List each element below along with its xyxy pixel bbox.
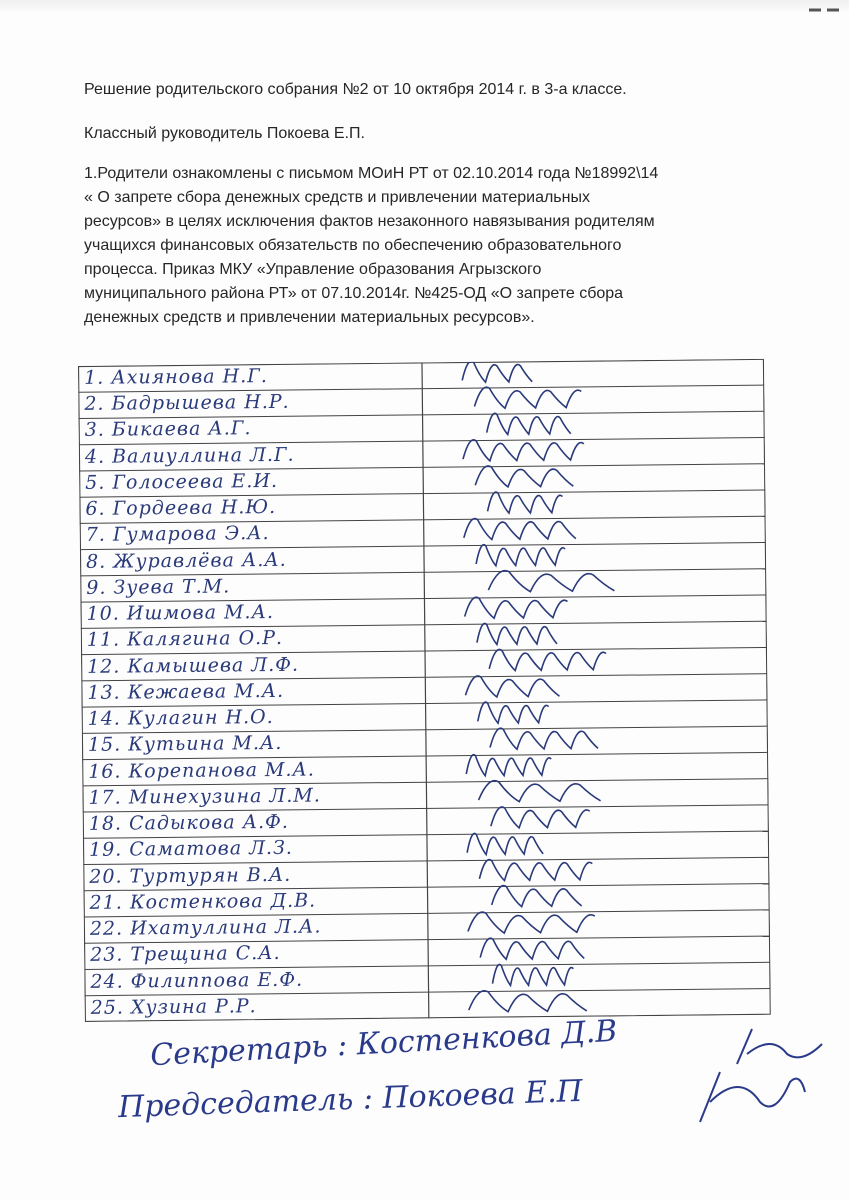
row-signature bbox=[462, 360, 532, 382]
signatory-name: 14. Кулагин Н.О. bbox=[87, 706, 274, 731]
paragraph-line: учащихся финансовых обязательств по обеспечению образовательного bbox=[84, 237, 622, 254]
row-signature bbox=[467, 833, 543, 855]
row-signature bbox=[465, 675, 559, 697]
signatory-name: 20. Туртурян В.А. bbox=[89, 863, 292, 888]
decision-paragraph bbox=[84, 162, 764, 330]
signatory-name: 12. Камышева Л.Ф. bbox=[87, 653, 300, 678]
row-signature bbox=[464, 596, 567, 618]
row-signature bbox=[477, 623, 557, 645]
signatory-name: 13. Кежаева М.А. bbox=[87, 679, 285, 704]
scan-edge bbox=[0, 0, 849, 14]
row-signature bbox=[464, 517, 576, 539]
row-signature bbox=[490, 727, 598, 749]
signatory-name: 8. Журавлёва А.А. bbox=[85, 548, 287, 573]
paragraph-line: процесса. Приказ МКУ «Управление образования Агрызского bbox=[84, 261, 542, 278]
row-signature bbox=[478, 701, 549, 723]
row-signature bbox=[479, 858, 592, 880]
row-signature bbox=[474, 386, 581, 408]
row-signature bbox=[487, 413, 571, 435]
row-signature bbox=[476, 544, 565, 566]
signatory-name: 5. Голосеева Е.И. bbox=[85, 469, 279, 494]
row-signature bbox=[491, 885, 581, 907]
chairman-signature-line: Председатель : Покоева Е.П bbox=[117, 1073, 584, 1126]
row-signature bbox=[475, 465, 573, 487]
row-signature bbox=[478, 780, 600, 802]
signatory-name: 6. Гордеева Н.Ю. bbox=[85, 496, 277, 521]
signatory-name: 3. Бикаева А.Г. bbox=[84, 417, 252, 442]
signatory-name: 17. Минехузина Л.М. bbox=[88, 784, 321, 809]
row-signature bbox=[488, 570, 614, 593]
signatory-name: 11. Калягина О.Р. bbox=[86, 627, 284, 652]
row-signature bbox=[489, 648, 606, 670]
row-signature bbox=[491, 806, 590, 828]
signatory-name: 10. Ишмова М.А. bbox=[86, 601, 275, 626]
paragraph-line: денежных средств и привлечении материальных ресурсов». bbox=[84, 309, 535, 326]
signatory-name: 4. Валиуллина Л.Г. bbox=[84, 443, 295, 468]
row-signature bbox=[487, 491, 562, 513]
row-signature bbox=[492, 964, 573, 986]
signatory-name: 1. Ахиянова Н.Г. bbox=[84, 365, 268, 389]
paragraph-line: ресурсов» в целях исключения фактов незаконного навязывания родителям bbox=[84, 213, 655, 230]
document-title: Решение родительского собрания №2 от 10 октября 2014 г. в 3-а классе. bbox=[84, 81, 627, 98]
signatory-name: 24. Филиппова Е.Ф. bbox=[90, 968, 304, 993]
signatory-name: 19. Саматова Л.З. bbox=[88, 837, 294, 862]
signatory-name: 2. Бадрышева Н.Р. bbox=[84, 391, 290, 416]
secretary-signature-line: Секретарь : Костенкова Д.В bbox=[149, 1013, 619, 1074]
signatory-name: 9. Зуева Т.М. bbox=[86, 575, 231, 599]
signatory-name: 22. Ихатуллина Л.А. bbox=[89, 915, 322, 940]
row-signature bbox=[480, 937, 584, 959]
signatory-name: 16. Корепанова М.А. bbox=[88, 758, 316, 783]
paragraph-line: 1.Родители ознакомлены с письмом МОиН РТ от 02.10.2014 года №18992\14 bbox=[84, 165, 659, 182]
signatory-name: 7. Гумарова Э.А. bbox=[85, 522, 270, 547]
row-signature bbox=[468, 911, 595, 934]
row-signature bbox=[466, 754, 551, 776]
row-signature bbox=[469, 990, 587, 1012]
paragraph-line: муниципального района РТ» от 07.10.2014г. №425-ОД «О запрете сбора bbox=[84, 285, 624, 302]
scan-corner-mark bbox=[807, 6, 841, 14]
signatory-name: 18. Садыкова А.Ф. bbox=[88, 810, 289, 835]
row-signature bbox=[463, 439, 584, 461]
signatory-name: 21. Костенкова Д.В. bbox=[89, 889, 317, 914]
class-teacher: Классный руководитель Покоева Е.П. bbox=[84, 125, 365, 142]
signatory-name: 25. Хузина Р.Р. bbox=[90, 994, 257, 1019]
paragraph-line: « О запрете сбора денежных средств и привлечении материальных bbox=[84, 189, 590, 206]
signatory-name: 23. Трещина С.А. bbox=[90, 942, 281, 967]
signature-table bbox=[78, 359, 771, 1022]
chairman-signature-scribble bbox=[690, 1062, 810, 1132]
signatory-name: 15. Кутьина М.А. bbox=[87, 732, 283, 757]
